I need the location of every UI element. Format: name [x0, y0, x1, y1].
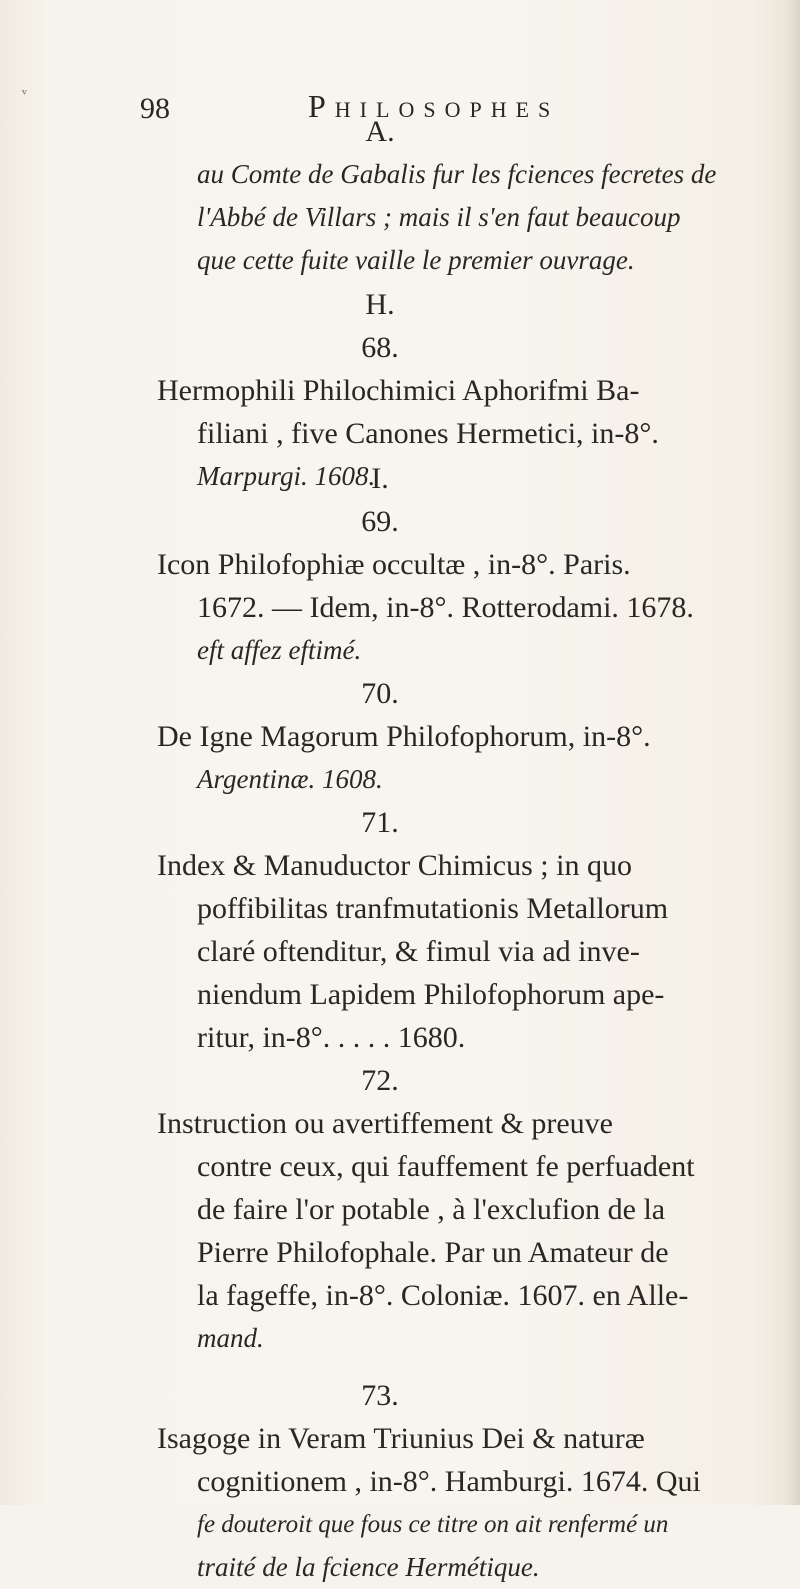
entry-line: Hermophili Philochimici Aphorifmi Ba-	[157, 374, 640, 407]
entry-line: poffibilitas tranfmutationis Metallorum	[197, 892, 669, 925]
corner-mark: ᵛ	[22, 86, 27, 103]
entry-line: ritur, in-8°. . . . . 1680.	[197, 1021, 466, 1054]
section-i	[157, 457, 765, 1589]
entry-line: Index & Manuductor Chimicus ; in quo	[157, 849, 632, 882]
entry-line: de faire l'or potable , à l'exclufion de la	[197, 1193, 666, 1226]
section-letter: A.	[365, 115, 395, 148]
entry-line: Icon Philofophiæ occultæ , in-8°. Paris.	[157, 548, 631, 581]
entry-line: claré oftenditur, & fimul via ad inve-	[197, 935, 640, 968]
entry-number: 73.	[361, 1379, 399, 1412]
entry-line: Marpurgi. 1608.	[197, 461, 376, 491]
entry-line: 1672. — Idem, in-8°. Rotterodami. 1678.	[197, 591, 694, 624]
entry-number: 72.	[361, 1064, 399, 1097]
entry-line: au Comte de Gabalis fur les fciences fecretes de	[197, 159, 717, 189]
entry-line: filiani , five Canones Hermetici, in-8°.	[197, 417, 659, 450]
entry-line: fe douteroit que fous ce titre on ait renfermé un	[197, 1511, 669, 1538]
entry-line: eft affez eftimé.	[197, 635, 362, 665]
section-letter: I.	[371, 462, 389, 495]
entry-number: 70.	[361, 677, 399, 710]
running-title: Philosophes	[308, 88, 560, 124]
entry-line: traité de la fcience Hermétique.	[197, 1552, 540, 1582]
entry-number: 68.	[361, 331, 399, 364]
entry-line: De Igne Magorum Philofophorum, in-8°.	[157, 720, 651, 753]
entry-line: cognitionem , in-8°. Hamburgi. 1674. Qui	[197, 1465, 701, 1498]
entry-number: 69.	[361, 505, 399, 538]
entry-line: Argentinæ. 1608.	[197, 764, 383, 794]
entry-line: l'Abbé de Villars ; mais il s'en faut beaucoup	[197, 202, 681, 232]
entry-line: la fageffe, in-8°. Coloniæ. 1607. en Alle-	[197, 1279, 689, 1312]
page-number: 98	[140, 92, 170, 125]
page-edge-shadow	[786, 0, 800, 1505]
entry-line: mand.	[197, 1323, 264, 1353]
entry-line: niendum Lapidem Philofophorum ape-	[197, 978, 665, 1011]
entry-line: Pierre Philofophale. Par un Amateur de	[197, 1236, 669, 1269]
entry-line: Isagoge in Veram Triunius Dei & naturæ	[157, 1422, 645, 1455]
section-letter: H.	[365, 288, 395, 321]
section-a	[165, 110, 765, 282]
entry-line: Instruction ou avertiffement & preuve	[157, 1107, 613, 1140]
entry-line: que cette fuite vaille le premier ouvrage.	[197, 245, 635, 275]
entry-line: contre ceux, qui fauffement fe perfuadent	[197, 1150, 695, 1183]
entry-number: 71.	[361, 806, 399, 839]
